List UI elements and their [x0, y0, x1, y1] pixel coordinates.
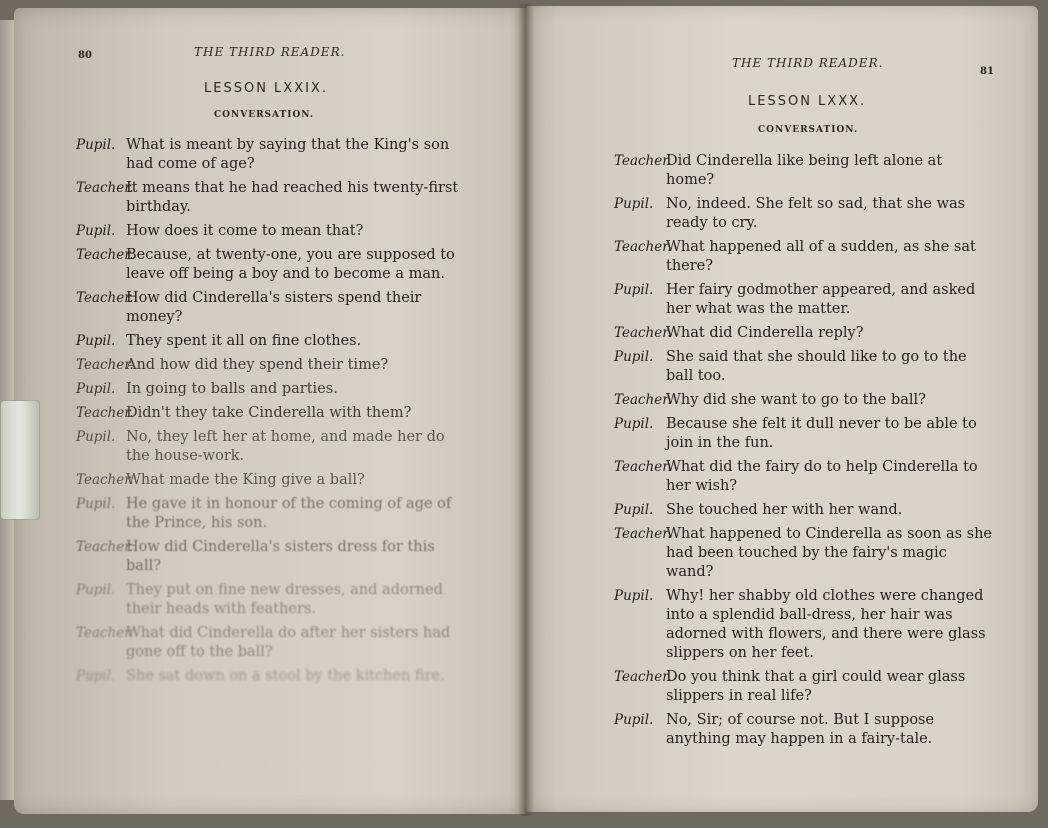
page-clip — [0, 400, 40, 520]
line-text: What did the fairy do to help Cinderella to her wish? — [666, 459, 978, 494]
dialogue-line — [614, 195, 994, 233]
dialogue-line — [76, 356, 468, 375]
speaker-label: Pupil. — [614, 502, 654, 518]
dialogue-line — [76, 428, 468, 466]
line-text: Why! her shabby old clothes were changed into a splendid ball-dress, her hair was adorned with flowers, and there were glass slippers on her feet. — [666, 588, 986, 661]
lesson-title-left: LESSON LXXIX. — [204, 81, 328, 96]
dialogue-line — [76, 538, 468, 576]
speaker-label: Pupil. — [76, 582, 116, 598]
left-page — [14, 8, 526, 814]
dialogue-line — [76, 471, 468, 490]
page-number-left: 80 — [78, 50, 92, 61]
line-text: Her fairy godmother appeared, and asked her what was the matter. — [666, 282, 976, 317]
dialogue-line — [76, 581, 468, 619]
speaker-label: Pupil. — [614, 588, 654, 604]
speaker-label: Teacher. — [76, 290, 134, 306]
line-text: Because, at twenty-one, you are supposed to leave off being a boy and to become a man. — [126, 247, 455, 282]
line-text: What did Cinderella do after her sisters had gone off to the ball? — [126, 625, 451, 660]
line-text: What happened to Cinderella as soon as she had been touched by the fairy's magic wand? — [666, 526, 993, 580]
speaker-label: Teacher. — [614, 153, 672, 169]
line-text: Because she felt it dull never to be able to join in the fun. — [666, 416, 977, 451]
dialogue-line — [76, 179, 468, 217]
speaker-label: Teacher. — [614, 669, 672, 685]
speaker-label: Pupil. — [614, 196, 654, 212]
line-text: She sat down on a stool by the kitchen fire. — [126, 668, 445, 684]
dialogue-line — [614, 501, 994, 520]
line-text: He gave it in honour of the coming of age of the Prince, his son. — [126, 496, 452, 531]
line-text: What happened all of a sudden, as she sat there? — [666, 239, 976, 274]
speaker-label: Teacher. — [614, 392, 672, 408]
speaker-label: Teacher. — [76, 180, 134, 196]
line-text: She touched her with her wand. — [666, 502, 903, 518]
speaker-label: Teacher. — [614, 239, 672, 255]
dialogue-line — [614, 391, 994, 410]
line-text: What made the King give a ball? — [126, 472, 365, 488]
line-text: And how did they spend their time? — [126, 357, 389, 373]
speaker-label: Pupil. — [614, 282, 654, 298]
speaker-label: Teacher. — [76, 625, 134, 641]
speaker-label: Pupil. — [614, 349, 654, 365]
running-head-right: THE THIRD READER. — [732, 56, 884, 70]
line-text: They put on fine new dresses, and adorned their heads with feathers. — [126, 582, 443, 617]
speaker-label: Pupil. — [76, 137, 116, 153]
dialogue-line — [614, 668, 994, 706]
speaker-label: Teacher. — [614, 325, 672, 341]
dialogue-line — [614, 415, 994, 453]
lesson-subtitle-left: CONVERSATION. — [214, 110, 315, 120]
dialogue-line — [614, 458, 994, 496]
line-text: In going to balls and parties. — [126, 381, 338, 397]
line-text: No, indeed. She felt so sad, that she was ready to cry. — [666, 196, 966, 231]
line-text: How did Cinderella's sisters spend their money? — [126, 290, 422, 325]
dialogue-line — [76, 667, 468, 686]
speaker-label: Pupil. — [76, 223, 116, 239]
dialogue-line — [614, 238, 994, 276]
dialogue-line — [614, 587, 994, 663]
dialogue-line — [76, 380, 468, 399]
dialogue-line — [76, 332, 468, 351]
line-text: What is meant by saying that the King's son had come of age? — [126, 137, 450, 172]
line-text: They spent it all on fine clothes. — [126, 333, 362, 349]
dialogue-line — [76, 222, 468, 241]
right-page — [526, 6, 1038, 812]
dialogue-line — [614, 281, 994, 319]
dialogue-line — [76, 404, 468, 423]
speaker-label: Teacher. — [614, 526, 672, 542]
dialogue-right — [614, 152, 994, 754]
lesson-title-right: LESSON LXXX. — [748, 94, 867, 109]
dialogue-line — [76, 246, 468, 284]
speaker-label: Pupil. — [76, 668, 116, 684]
line-text: Did Cinderella like being left alone at home? — [666, 153, 943, 188]
speaker-label: Teacher. — [614, 459, 672, 475]
speaker-label: Teacher. — [76, 357, 134, 373]
dialogue-line — [614, 711, 994, 749]
speaker-label: Teacher. — [76, 405, 134, 421]
speaker-label: Pupil. — [76, 429, 116, 445]
speaker-label: Pupil. — [76, 333, 116, 349]
line-text: Why did she want to go to the ball? — [666, 392, 926, 408]
speaker-label: Teacher. — [76, 539, 134, 555]
speaker-label: Pupil. — [76, 381, 116, 397]
book-gutter — [518, 4, 534, 816]
line-text: It means that he had reached his twenty-first birthday. — [126, 180, 459, 215]
running-head-left: THE THIRD READER. — [194, 45, 346, 59]
line-text: Didn't they take Cinderella with them? — [126, 405, 412, 421]
line-text: What did Cinderella reply? — [666, 325, 864, 341]
speaker-label: Pupil. — [614, 416, 654, 432]
lesson-subtitle-right: CONVERSATION. — [758, 125, 859, 135]
speaker-label: Pupil. — [76, 496, 116, 512]
speaker-label: Teacher. — [76, 247, 134, 263]
line-text: No, they left her at home, and made her do the house-work. — [126, 429, 445, 464]
line-text: She said that she should like to go to the ball too. — [666, 349, 967, 384]
line-text: Do you think that a girl could wear glass slippers in real life? — [666, 669, 966, 704]
line-text: How did Cinderella's sisters dress for this ball? — [126, 539, 435, 574]
dialogue-line — [76, 136, 468, 174]
dialogue-line — [76, 495, 468, 533]
dialogue-left — [76, 136, 468, 691]
dialogue-line — [614, 525, 994, 582]
dialogue-line — [614, 348, 994, 386]
speaker-label: Teacher. — [76, 472, 134, 488]
line-text: No, Sir; of course not. But I suppose anything may happen in a fairy-tale. — [666, 712, 935, 747]
speaker-label: Pupil. — [614, 712, 654, 728]
dialogue-line — [614, 152, 994, 190]
dialogue-line — [614, 324, 994, 343]
dialogue-line — [76, 624, 468, 662]
line-text: How does it come to mean that? — [126, 223, 364, 239]
dialogue-line — [76, 289, 468, 327]
page-number-right: 81 — [980, 66, 994, 77]
